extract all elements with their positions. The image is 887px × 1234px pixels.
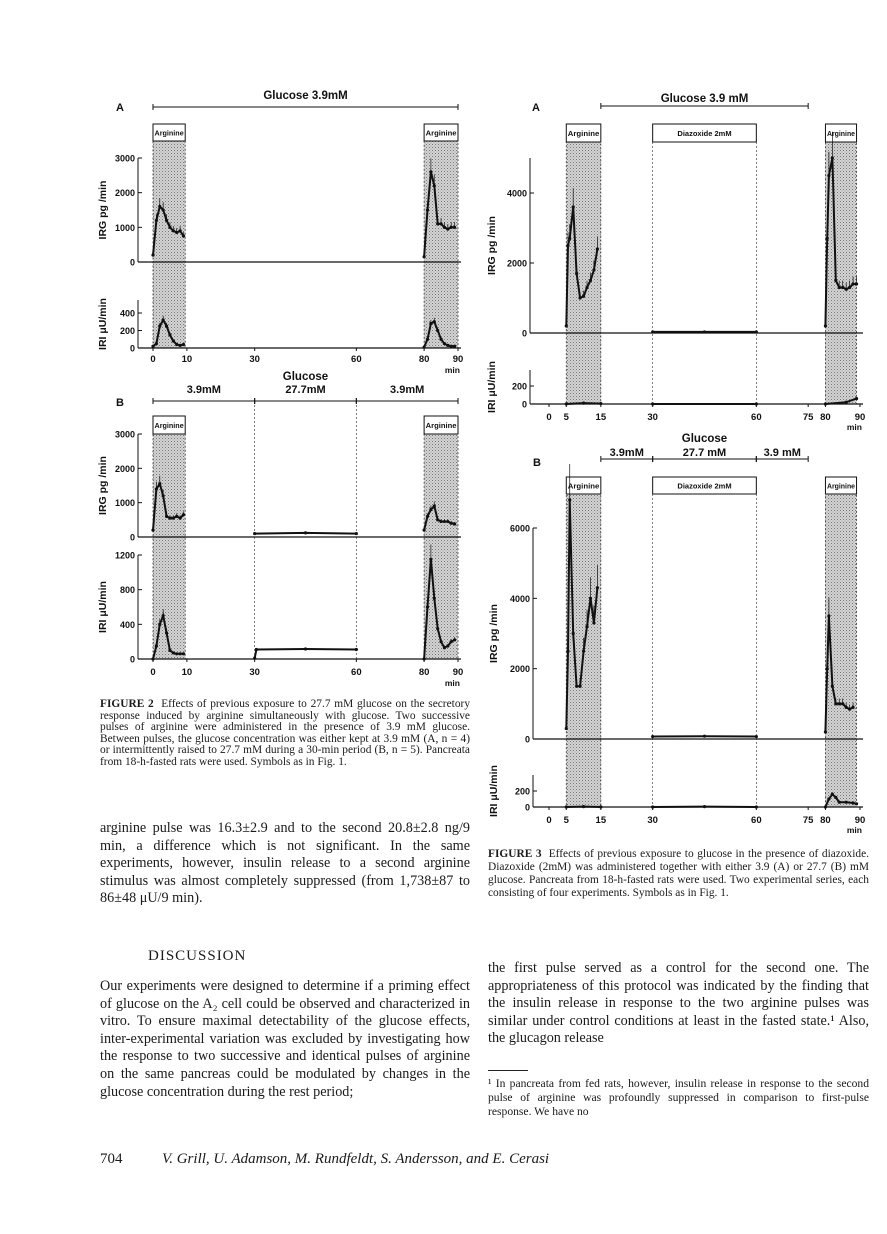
figure2-caption bbox=[100, 699, 470, 769]
irg-data-point bbox=[565, 727, 568, 730]
arginine-label: Arginine bbox=[567, 131, 600, 138]
irg-data-point bbox=[355, 532, 358, 535]
irg-y-tick-label: 0 bbox=[521, 328, 527, 339]
irg-data-point bbox=[651, 330, 654, 333]
iri-data-point bbox=[845, 401, 848, 404]
iri-y-tick-label: 1200 bbox=[114, 550, 135, 561]
glucose-segment-label: 3.9 mM bbox=[763, 447, 801, 459]
x-tick-label: 60 bbox=[351, 354, 362, 365]
x-tick-label: 80 bbox=[820, 815, 831, 826]
x-tick-label: 30 bbox=[249, 354, 260, 365]
iri-y-tick-label: 200 bbox=[511, 381, 527, 392]
glucose-segment-label: 27.7mM bbox=[285, 384, 326, 396]
iri-data-point bbox=[703, 805, 706, 808]
iri-data-point bbox=[582, 805, 585, 808]
x-tick-label: 60 bbox=[351, 667, 362, 678]
iri-data-point bbox=[179, 652, 182, 655]
glucose-segment-label: 3.9mM bbox=[609, 447, 644, 459]
irg-data-point bbox=[253, 532, 256, 535]
x-tick-label: 0 bbox=[546, 412, 552, 423]
irg-y-tick-label: 2000 bbox=[506, 258, 527, 269]
iri-data-point bbox=[182, 652, 185, 655]
irg-data-point bbox=[824, 730, 827, 733]
iri-y-tick-label: 200 bbox=[119, 326, 135, 336]
x-tick-label: 60 bbox=[751, 412, 762, 423]
figure3-b-panel bbox=[488, 433, 865, 835]
irg-data-point bbox=[703, 330, 706, 333]
iri-data-point bbox=[450, 345, 453, 348]
x-tick-label: 30 bbox=[249, 667, 260, 678]
arginine-label: Arginine bbox=[154, 423, 184, 430]
figure3-a-panel bbox=[486, 93, 865, 432]
iri-data-point bbox=[453, 345, 456, 348]
x-tick-label: 75 bbox=[802, 815, 814, 826]
x-tick-label: 30 bbox=[647, 412, 658, 423]
iri-y-tick-label: 0 bbox=[129, 343, 135, 354]
arginine-label: Arginine bbox=[425, 423, 457, 430]
right-body-text: the first pulse served as a control for the second one. The appropriateness of this protocol was indicated by the finding that the insulin release in response to the two arginine pulses was similar under control conditions at least in the fasted state.¹ Also, the glucagon release bbox=[488, 960, 869, 1047]
iri-y-tick-label: 0 bbox=[524, 802, 530, 813]
x-tick-label: 90 bbox=[452, 667, 464, 678]
irg-y-tick-label: 0 bbox=[524, 734, 530, 745]
irg-data-point bbox=[651, 735, 654, 738]
panel-letter: A bbox=[532, 102, 540, 114]
x-tick-label: 5 bbox=[563, 815, 569, 826]
irg-y-label: IRG pg /min bbox=[486, 216, 498, 275]
footer-authors: V. Grill, U. Adamson, M. Rundfeldt, S. Andersson, and E. Cerasi bbox=[162, 1151, 550, 1167]
figure2-caption-label: FIGURE 2 bbox=[100, 698, 154, 710]
x-tick-label: 0 bbox=[546, 815, 552, 826]
iri-y-label: IRI μU/min bbox=[97, 581, 109, 633]
left-body-text: arginine pulse was 16.3±2.9 and to the second 20.8±2.8 ng/9 min, a difference which is not significant. In the same experiments, however, insulin release to a second arginine stimulus was almost completely suppressed (from 1,738±87 to 86±48 μU/9 min). bbox=[100, 820, 470, 907]
glucose-segment-label: 3.9mM bbox=[186, 384, 221, 396]
irg-y-tick-label: 4000 bbox=[509, 593, 530, 604]
iri-data-point bbox=[151, 345, 154, 348]
irg-data-point bbox=[151, 529, 154, 532]
x-tick-label: 60 bbox=[751, 815, 762, 826]
x-tick-label: 80 bbox=[820, 412, 831, 423]
glucose-title: Glucose 3.9 mM bbox=[660, 93, 749, 105]
figure3-caption-text: Effects of previous exposure to glucose in the presence of diazoxide. Diazoxide (2mM) was administered together with either 3.9 (A) or 27.7 (B) mM glucose. Pancreata from 18-h-fasted rats were used. Two experimental series, each consisting of four experiments. Symbols as in Fig. 1. bbox=[488, 848, 870, 899]
x-tick-label: 30 bbox=[647, 815, 658, 826]
page-number: 704 bbox=[100, 1151, 123, 1167]
glucose-title: Glucose bbox=[282, 371, 329, 383]
iri-data-point bbox=[175, 652, 178, 655]
irg-data-point bbox=[423, 529, 426, 532]
irg-data-point bbox=[703, 735, 706, 738]
glucose-segment-label: 27.7 mM bbox=[682, 447, 727, 459]
irg-data-point bbox=[304, 531, 307, 534]
figure2-b-panel bbox=[97, 371, 463, 688]
irg-y-tick-label: 0 bbox=[129, 257, 135, 268]
irg-data-point bbox=[565, 324, 568, 327]
x-tick-label: 15 bbox=[595, 815, 607, 826]
glucose-title: Glucose 3.9mM bbox=[263, 90, 348, 102]
irg-y-label: IRG pg /min bbox=[97, 456, 109, 515]
irg-data-point bbox=[755, 735, 758, 738]
x-tick-label: 5 bbox=[563, 412, 569, 423]
irg-y-tick-label: 2000 bbox=[114, 188, 135, 199]
arginine-shading bbox=[153, 141, 185, 348]
irg-y-tick-label: 0 bbox=[129, 532, 135, 543]
glucose-segment-label: 3.9mM bbox=[390, 384, 425, 396]
iri-y-tick-label: 400 bbox=[119, 308, 135, 319]
x-tick-label: 90 bbox=[854, 815, 866, 826]
x-axis-label: min bbox=[444, 678, 460, 688]
arginine-shading bbox=[424, 434, 458, 659]
iri-y-tick-label: 0 bbox=[521, 399, 527, 410]
figure2-caption-text: Effects of previous exposure to 27.7 mM glucose on the secretory response induced by arginine simultaneously with glucose. Two successive pulses of arginine were administered in the presence of 3.9 mM glucose. Between pulses, the glucose concentration was either kept at 3.9 mM (A, n = 4) or intermittently raised to 27.7 mM during a 30-min period (B, n = 5). Pancreata from 18-h-fasted rats were used. Symbols as in Fig. 1. bbox=[100, 698, 471, 768]
irg-y-tick-label: 1000 bbox=[114, 498, 135, 509]
footnote-divider bbox=[488, 1070, 528, 1071]
x-tick-label: 15 bbox=[595, 412, 607, 423]
arginine-shading bbox=[424, 141, 458, 348]
x-tick-label: 10 bbox=[181, 354, 193, 365]
irg-y-tick-label: 4000 bbox=[506, 188, 527, 199]
x-axis-label: min bbox=[846, 422, 862, 432]
discussion-text: Our experiments were designed to determine if a priming effect of glucose on the A₂ cell could be observed and characterized in vitro. To ensure maximal detectability of the glucose effects, inter-experimental variation was excluded by investigating how the response to two successive and identical pulses of arginine on the same pancreas could be modulated by changes in the glucose concentration during the rest period; bbox=[100, 978, 470, 1100]
irg-y-label: IRG pg /min bbox=[488, 604, 500, 663]
iri-y-label: IRI μU/min bbox=[486, 361, 498, 413]
iri-data-point bbox=[845, 801, 848, 804]
irg-y-tick-label: 6000 bbox=[509, 523, 530, 534]
x-tick-label: 0 bbox=[150, 667, 156, 678]
arginine-shading bbox=[566, 142, 601, 404]
arginine-shading bbox=[825, 142, 856, 404]
arginine-label: Arginine bbox=[567, 483, 600, 491]
arginine-label: Arginine bbox=[425, 130, 457, 138]
iri-data-point bbox=[855, 802, 858, 805]
panel-letter: B bbox=[116, 397, 124, 409]
panel-letter: A bbox=[116, 102, 124, 114]
irg-data-point bbox=[423, 255, 426, 258]
glucose-title: Glucose bbox=[681, 433, 728, 445]
x-axis-label: min bbox=[444, 365, 460, 375]
irg-data-point bbox=[824, 324, 827, 327]
x-axis-label: min bbox=[846, 825, 862, 835]
iri-data-point bbox=[582, 402, 585, 405]
iri-y-tick-label: 800 bbox=[119, 585, 135, 596]
diazoxide-label: Diazoxide 2mM bbox=[677, 481, 732, 491]
irg-y-label: IRG pg /min bbox=[97, 180, 109, 240]
arginine-shading bbox=[153, 434, 185, 659]
arginine-label: Arginine bbox=[826, 131, 856, 138]
irg-y-tick-label: 2000 bbox=[509, 664, 530, 675]
iri-y-label: IRI μU/min bbox=[488, 765, 500, 817]
x-tick-label: 0 bbox=[150, 354, 156, 365]
arginine-label: Arginine bbox=[826, 483, 856, 491]
irg-y-tick-label: 1000 bbox=[114, 222, 135, 233]
x-tick-label: 80 bbox=[418, 667, 430, 678]
figure3-caption-label: FIGURE 3 bbox=[488, 848, 542, 860]
x-tick-label: 10 bbox=[181, 667, 193, 678]
panel-letter: B bbox=[533, 457, 541, 469]
iri-y-tick-label: 200 bbox=[514, 786, 530, 797]
x-tick-label: 75 bbox=[802, 412, 814, 423]
irg-y-tick-label: 3000 bbox=[114, 429, 135, 440]
x-tick-label: 80 bbox=[418, 354, 430, 365]
irg-y-tick-label: 2000 bbox=[114, 463, 135, 474]
irg-y-tick-label: 3000 bbox=[114, 153, 135, 164]
iri-y-tick-label: 0 bbox=[129, 654, 135, 665]
footnote: ¹ In pancreata from fed rats, however, insulin release in response to the second pulse of arginine was profoundly suppressed in comparison to first-pulse response. We have no bbox=[488, 1077, 869, 1118]
iri-y-label: IRI μU/min bbox=[97, 298, 109, 350]
discussion-heading: DISCUSSION bbox=[148, 948, 247, 964]
iri-data-point bbox=[838, 801, 841, 804]
arginine-label: Arginine bbox=[154, 130, 184, 138]
figure2-a-panel bbox=[97, 90, 463, 375]
irg-data-point bbox=[755, 330, 758, 333]
iri-y-tick-label: 400 bbox=[119, 619, 135, 630]
figure3-caption bbox=[488, 848, 869, 900]
x-tick-label: 90 bbox=[452, 354, 464, 365]
x-tick-label: 90 bbox=[854, 412, 866, 423]
diazoxide-label: Diazoxide 2mM bbox=[677, 129, 732, 138]
